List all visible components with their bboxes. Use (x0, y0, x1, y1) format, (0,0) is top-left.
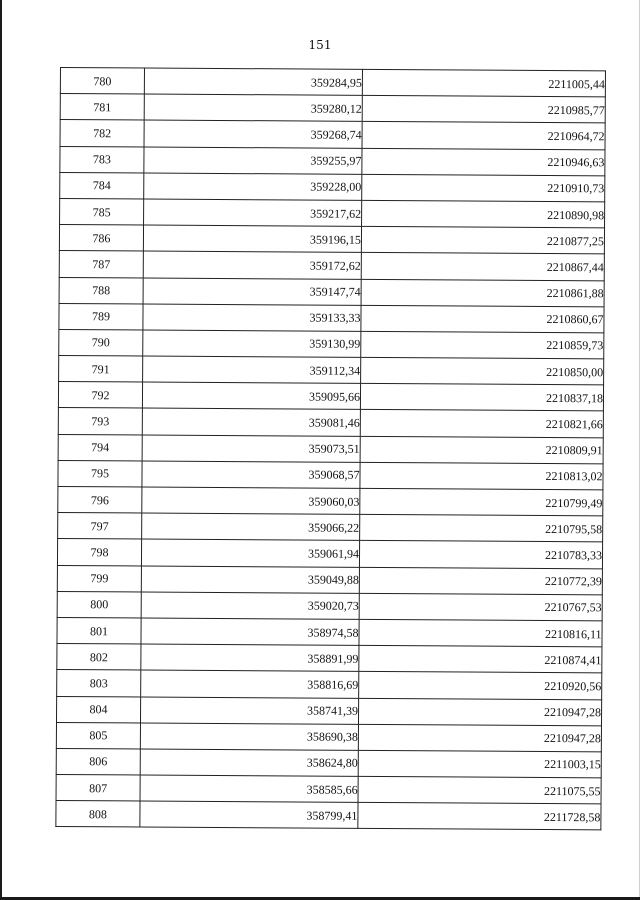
point-number-cell: 789 (59, 303, 143, 330)
point-number-cell: 800 (57, 591, 141, 618)
table-row (56, 748, 601, 778)
point-number-cell: 782 (60, 120, 144, 147)
x-coordinate-cell: 359268,74 (144, 120, 362, 148)
point-number-cell: 792 (58, 382, 142, 409)
x-coordinate-cell: 358974,58 (141, 618, 359, 646)
x-coordinate-cell: 359228,00 (144, 173, 362, 201)
x-coordinate-cell: 358585,66 (140, 775, 358, 803)
x-coordinate-cell: 359196,15 (143, 225, 361, 253)
y-coordinate-cell: 2210767,53 (359, 593, 602, 621)
coordinates-table (55, 67, 606, 831)
x-coordinate-cell: 359217,62 (144, 199, 362, 227)
table-row (60, 172, 605, 202)
table-row (59, 225, 604, 255)
table-row (57, 670, 602, 700)
y-coordinate-cell: 2210947,28 (358, 698, 601, 726)
x-coordinate-cell: 359060,03 (142, 487, 360, 515)
point-number-cell: 784 (60, 172, 144, 199)
x-coordinate-cell: 359049,88 (141, 566, 359, 594)
y-coordinate-cell: 2210877,25 (361, 226, 604, 254)
x-coordinate-cell: 359255,97 (144, 147, 362, 175)
coordinates-table-wrapper (55, 67, 605, 831)
point-number-cell: 806 (56, 748, 140, 775)
point-number-cell: 790 (59, 329, 143, 356)
table-row (57, 617, 602, 647)
table-row (60, 94, 605, 124)
y-coordinate-cell: 2210816,11 (359, 619, 602, 647)
y-coordinate-cell: 2210946,63 (362, 148, 605, 176)
table-row (59, 277, 604, 307)
x-coordinate-cell: 359130,99 (143, 330, 361, 358)
table-row (56, 722, 601, 752)
y-coordinate-cell: 2210985,77 (362, 96, 605, 124)
x-coordinate-cell: 359095,66 (142, 382, 360, 410)
x-coordinate-cell: 359061,94 (141, 539, 359, 567)
point-number-cell: 794 (58, 434, 142, 461)
table-row (58, 486, 603, 516)
y-coordinate-cell: 2210890,98 (362, 200, 605, 228)
y-coordinate-cell: 2210772,39 (359, 567, 602, 595)
x-coordinate-cell: 359112,34 (143, 356, 361, 384)
y-coordinate-cell: 2210809,91 (360, 436, 603, 464)
y-coordinate-cell: 2210874,41 (359, 645, 602, 673)
x-coordinate-cell: 358799,41 (140, 801, 358, 829)
table-row (58, 434, 603, 464)
point-number-cell: 805 (56, 722, 140, 749)
x-coordinate-cell: 359147,74 (143, 278, 361, 306)
table-row (60, 198, 605, 228)
x-coordinate-cell: 358624,80 (140, 749, 358, 777)
table-row (59, 251, 604, 281)
point-number-cell: 796 (58, 486, 142, 513)
y-coordinate-cell: 2210783,33 (359, 541, 602, 569)
table-row (56, 775, 601, 805)
table-row (58, 513, 603, 543)
y-coordinate-cell: 2211003,15 (358, 750, 601, 778)
point-number-cell: 802 (57, 644, 141, 671)
table-row (60, 68, 605, 98)
point-number-cell: 786 (59, 225, 143, 252)
coordinates-table-body (56, 68, 606, 831)
x-coordinate-cell: 359172,62 (143, 251, 361, 279)
point-number-cell: 781 (60, 94, 144, 121)
point-number-cell: 799 (57, 565, 141, 592)
point-number-cell: 801 (57, 617, 141, 644)
y-coordinate-cell: 2210813,02 (360, 462, 603, 490)
table-row (59, 329, 604, 359)
point-number-cell: 798 (57, 539, 141, 566)
y-coordinate-cell: 2210920,56 (359, 672, 602, 700)
x-coordinate-cell: 359081,46 (142, 408, 360, 436)
x-coordinate-cell: 358891,99 (141, 644, 359, 672)
table-row (58, 460, 603, 490)
y-coordinate-cell: 2210860,67 (361, 305, 604, 333)
x-coordinate-cell: 358816,69 (141, 670, 359, 698)
point-number-cell: 797 (58, 513, 142, 540)
y-coordinate-cell: 2210821,66 (360, 410, 603, 438)
x-coordinate-cell: 359073,51 (142, 435, 360, 463)
table-row (60, 120, 605, 150)
x-coordinate-cell: 359284,95 (144, 68, 362, 96)
point-number-cell: 788 (59, 277, 143, 304)
point-number-cell: 795 (58, 460, 142, 487)
point-number-cell: 793 (58, 408, 142, 435)
x-coordinate-cell: 359280,12 (144, 94, 362, 122)
x-coordinate-cell: 359020,73 (141, 592, 359, 620)
table-row (56, 696, 601, 726)
x-coordinate-cell: 358690,38 (140, 723, 358, 751)
point-number-cell: 807 (56, 775, 140, 802)
point-number-cell: 803 (57, 670, 141, 697)
x-coordinate-cell: 359133,33 (143, 304, 361, 332)
table-row (59, 303, 604, 333)
scan-edge-left (0, 0, 2, 900)
table-row (58, 382, 603, 412)
y-coordinate-cell: 2211075,55 (358, 776, 601, 804)
table-row (57, 591, 602, 621)
y-coordinate-cell: 2210799,49 (360, 488, 603, 516)
y-coordinate-cell: 2210964,72 (362, 122, 605, 150)
y-coordinate-cell: 2210867,44 (361, 253, 604, 281)
point-number-cell: 791 (59, 356, 143, 383)
point-number-cell: 808 (56, 801, 140, 828)
x-coordinate-cell: 359066,22 (142, 513, 360, 541)
x-coordinate-cell: 358741,39 (140, 697, 358, 725)
point-number-cell: 783 (60, 146, 144, 173)
table-row (59, 356, 604, 386)
y-coordinate-cell: 2210837,18 (360, 384, 603, 412)
y-coordinate-cell: 2210947,28 (358, 724, 601, 752)
point-number-cell: 804 (56, 696, 140, 723)
y-coordinate-cell: 2210850,00 (361, 357, 604, 385)
y-coordinate-cell: 2210795,58 (360, 515, 603, 543)
table-row (57, 565, 602, 595)
point-number-cell: 780 (60, 68, 144, 95)
y-coordinate-cell: 2210910,73 (362, 174, 605, 202)
point-number-cell: 787 (59, 251, 143, 278)
page-number: 151 (308, 38, 332, 52)
point-number-cell: 785 (60, 198, 144, 225)
y-coordinate-cell: 2210861,88 (361, 279, 604, 307)
x-coordinate-cell: 359068,57 (142, 461, 360, 489)
y-coordinate-cell: 2210859,73 (361, 331, 604, 359)
table-row (57, 539, 602, 569)
table-row (56, 801, 601, 831)
y-coordinate-cell: 2211005,44 (362, 69, 605, 97)
table-row (57, 644, 602, 674)
table-row (60, 146, 605, 176)
y-coordinate-cell: 2211728,58 (358, 803, 601, 831)
table-row (58, 408, 603, 438)
